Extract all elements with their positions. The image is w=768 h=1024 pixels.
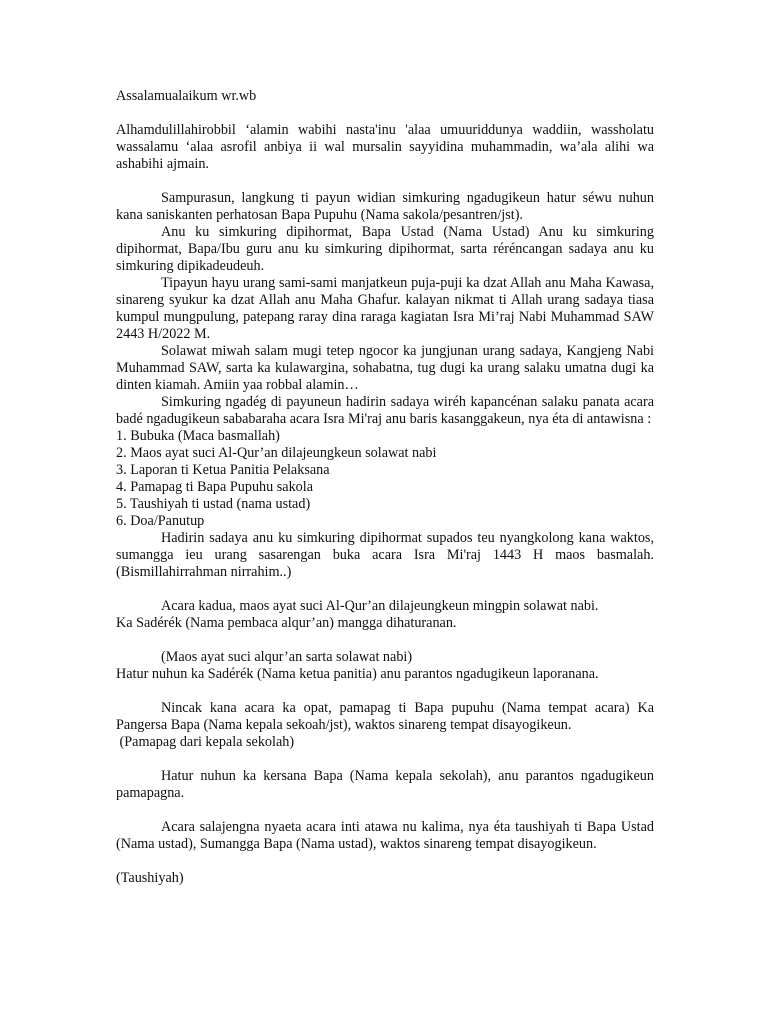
opening-paragraph: Alhamdulillahirobbil ‘alamin wabihi nasta'inu 'alaa umuuriddunya waddiin, wassholatu wassalamu ‘alaa asrofil anbiya ii wal mursalin sayyidina muhammadin, wa’ala alihi wa ashabihi ajmain.: [116, 122, 654, 172]
paragraph-hatur-nuhun-1: Hatur nuhun ka Sadérék (Nama ketua panitia) anu parantos ngadugikeun laporanana.: [116, 666, 599, 682]
paragraph-taushiyah: (Taushiyah): [116, 870, 184, 886]
paragraph-solawat: Solawat miwah salam mugi tetep ngocor ka jungjunan urang sadaya, Kangjeng Nabi Muhammad SAW, sarta ka kulawargina, sohabatna, tug dugi ka urang salaku umatna dugi ka dinten kiamah. Amiin yaa robbal alamin…: [116, 343, 654, 393]
agenda-item: 6. Doa/Panutup: [116, 513, 205, 529]
paragraph-salajengna: Acara salajengna nyaeta acara inti atawa nu kalima, nya éta taushiyah ti Bapa Ustad (Nama ustad), Sumangga Bapa (Nama ustad), waktos sinareng tempat disayogikeun.: [116, 819, 654, 852]
paragraph-sampurasun: Sampurasun, langkung ti payun widian simkuring ngadugikeun hatur séwu nuhun kana saniskanten perhatosan Bapa Pupuhu (Nama sakola/pesantren/jst).: [116, 190, 654, 223]
agenda-item: 4. Pamapag ti Bapa Pupuhu sakola: [116, 479, 314, 495]
paragraph-nincak: Nincak kana acara ka opat, pamapag ti Bapa pupuhu (Nama tempat acara) Ka Pangersa Bapa (Nama kepala sekoah/jst), waktos sinareng tempat disayogikeun.: [116, 700, 654, 733]
agenda-item: 5. Taushiyah ti ustad (nama ustad): [116, 496, 311, 512]
paragraph-simkuring: Simkuring ngadég di payuneun hadirin sadaya wiréh kapancénan salaku panata acara badé ngadugikeun sababaraha acara Isra Mi'raj anu baris kasanggakeun, nya éta di antawisna :: [116, 394, 654, 427]
agenda-item: 3. Laporan ti Ketua Panitia Pelaksana: [116, 462, 330, 478]
paragraph-pamapag: (Pamapag dari kepala sekolah): [116, 734, 295, 750]
paragraph-anu-ku: Anu ku simkuring dipihormat, Bapa Ustad (Nama Ustad) Anu ku simkuring dipihormat, Bapa/Ibu guru anu ku simkuring dipihormat, sarta réréncangan sadaya anu ku simkuring dipikadeudeuh.: [116, 224, 654, 274]
paragraph-maos: (Maos ayat suci alqur’an sarta solawat nabi): [161, 649, 413, 665]
paragraph-hatur-nuhun-2: Hatur nuhun ka kersana Bapa (Nama kepala sekolah), anu parantos ngadugikeun pamapagna.: [116, 768, 654, 801]
document-page: [116, 88, 654, 887]
agenda-item: 2. Maos ayat suci Al-Qur’an dilajeungkeun solawat nabi: [116, 445, 437, 461]
paragraph-kadua-invite: Ka Sadérék (Nama pembaca alqur’an) mangga dihaturanan.: [116, 615, 457, 631]
agenda-list: [116, 428, 654, 530]
paragraph-tipayun: Tipayun hayu urang sami-sami manjatkeun puja-puji ka dzat Allah anu Maha Kawasa, sinareng syukur ka dzat Allah anu Maha Ghafur. kalayan nikmat ti Allah urang sadaya tiasa kumpul mungpulung, patepang raray dina raraga kagiatan Isra Mi’raj Nabi Muhammad SAW 2443 H/2022 M.: [116, 275, 654, 342]
agenda-item: 1. Bubuka (Maca basmallah): [116, 428, 280, 444]
paragraph-hadirin: Hadirin sadaya anu ku simkuring dipihormat supados teu nyangkolong kana waktos, sumangga ieu urang sasarengan buka acara Isra Mi'raj 1443 H maos basmalah. (Bismillahirrahman nirrahim..): [116, 530, 654, 580]
greeting: Assalamualaikum wr.wb: [116, 88, 257, 104]
paragraph-kadua: Acara kadua, maos ayat suci Al-Qur’an dilajeungkeun mingpin solawat nabi.: [161, 598, 599, 614]
